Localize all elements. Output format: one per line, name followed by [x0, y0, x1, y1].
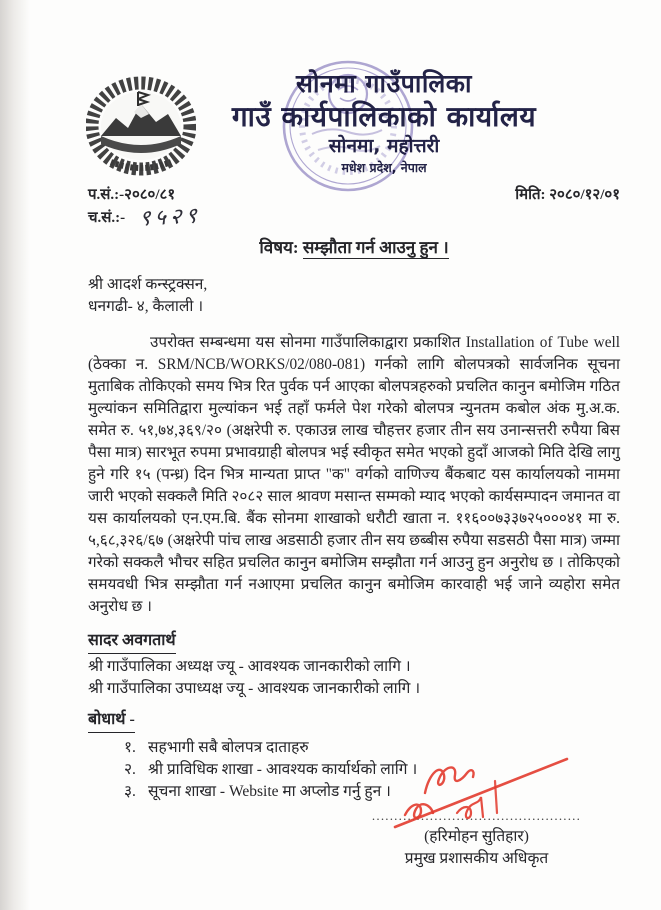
dispatch-label: च.सं.:-: [88, 210, 126, 226]
office-name: गाउँ कार्यपालिकाको कार्यालय: [231, 100, 537, 133]
list-item-text: श्री प्राविधिक शाखा - आवश्यक कार्यार्थको लागि ।: [148, 761, 418, 778]
list-item-text: सहभागी सबै बोलपत्र दाताहरु: [148, 739, 309, 756]
letter-body-paragraph: उपरोक्त सम्बन्धमा यस सोनमा गाउँपालिकाद्वारा प्रकाशित Installation of Tube well (ठेक्का न. SRM/NCB/WORKS/02/080-081) गर्नको लागि बोलपत्रको सार्वजनिक सूचना मुताबिक तोकिएको समय भित्र रित पुर्वक पर्न आएका बोलपत्रहरुको प्रचलित कानुन बमोजिम गठित मुल्यांकन समितिद्वारा मुल्यांकन भई तहाँ फर्मले पेश गरेको बोलपत्र न्युनतम कबोल अंक मु.अ.क. समेत रु. ५१,७४,३६९/२० (अक्षरेपी रु. एकाउन्न लाख चौहत्तर हजार तीन सय उनान्सत्तरी रुपैया बिस पैसा मात्र) सारभूत रुपमा प्रभावग्राही बोलपत्र भई स्वीकृत समेत भएको हुदाँ आजको मिति देखि लागु हुने गरि १५ (पन्ध्र) दिन भित्र मान्यता प्राप्त "क" वर्गको वाणिज्य बैंकबाट यस कार्यालयको नाममा जारी भएको सक्कलै मिति २०८२ साल श्रावण मसान्त सम्मको म्याद भएको कार्यसम्पादन जमानत वा यस कार्यालयको एन.एम.बि. बैंक सोनमा शाखाको धरौटी खाता न. ११६००७३३७२५०००४१ मा रु. ५,६८,३२६/६७ (अक्षरेपी पांच लाख अडसाठी हजार तीन सय छब्बीस रुपैया सडसठी पैसा मात्र) जम्मा गरेको सक्कलै भौचर सहित प्रचलित कानुन बमोजिम सम्झौता गर्न आउनु हुन अनुरोध छ । तोकिएको समयवधी भित्र सम्झौता गर्न नआएमा प्रचलित कानुन बमोजिम कारवाही भई जाने व्यहोरा समेत अनुरोध छ ।: [88, 334, 620, 615]
ref-number: प.सं.:-२०८०/८१: [88, 187, 176, 203]
cc-item: श्री गाउँपालिका उपाध्यक्ष ज्यू - आवश्यक जानकारीको लागि ।: [88, 680, 421, 697]
subject-label: विषय:: [259, 238, 303, 257]
signatory-name: (हरिमोहन सुतिहार): [424, 828, 529, 845]
addressee-block: [88, 274, 620, 318]
dispatch-number-handwritten: ९५२९: [138, 202, 202, 231]
list-item: [124, 737, 620, 759]
subject-text: सम्झौता गर्न आउनु हुन ।: [302, 238, 449, 257]
letter-date: मिति: २०८०/१२/०१: [515, 187, 620, 203]
office-province: मधेश प्रदेश, नेपाल: [341, 159, 427, 175]
bodhartha-list: [88, 737, 620, 803]
reference-row: [88, 184, 620, 206]
cc-heading: सादर अवगतार्थ: [88, 630, 176, 654]
addressee-name: श्री आदर्श कन्स्ट्रक्सन,: [88, 276, 208, 293]
cc-item: श्री गाउँपालिका अध्यक्ष ज्यू - आवश्यक जानकारीको लागि ।: [88, 658, 411, 675]
bodhartha-heading: बोधार्थ -: [88, 709, 135, 733]
municipality-name: सोनमा गाउँपालिका: [296, 69, 472, 98]
addressee-address: धनगढी- ४, कैलाली ।: [88, 298, 204, 315]
list-item-number: ३.: [124, 783, 136, 800]
list-item: [124, 759, 620, 781]
office-place: सोनमा, महोत्तरी: [328, 135, 440, 158]
list-item-number: २.: [124, 761, 136, 778]
signature-dotted-line: ...............................................: [371, 809, 582, 823]
subject-line: [88, 237, 620, 259]
signature-block: [369, 809, 584, 870]
list-item-text: सूचना शाखा - Website मा अप्लोड गर्नु हुन ।: [148, 783, 391, 800]
bodhartha-section: [88, 709, 620, 803]
list-item-number: १.: [124, 739, 136, 756]
dispatch-row: [88, 202, 620, 231]
cc-section: [88, 630, 620, 700]
signatory-title: प्रमुख प्रशासकीय अधिकृत: [404, 850, 549, 867]
list-item: [124, 781, 620, 803]
